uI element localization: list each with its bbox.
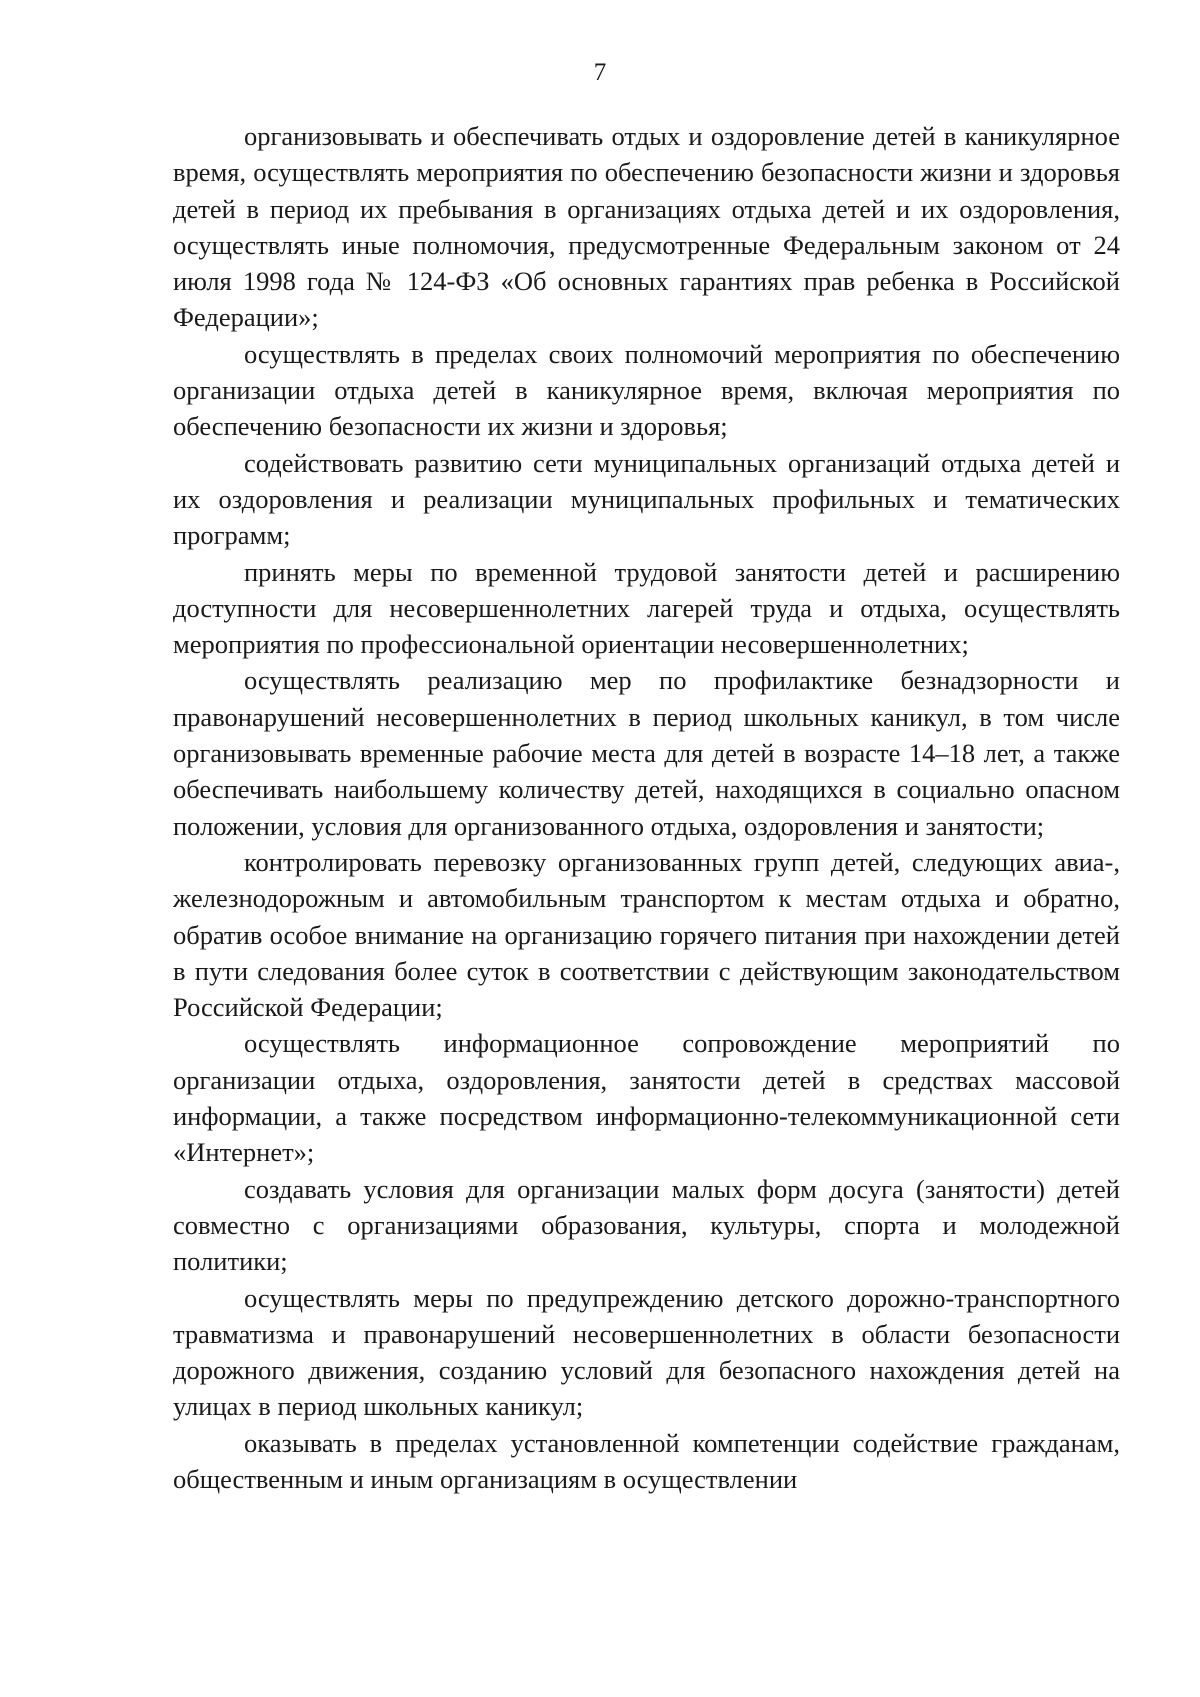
paragraph: осуществлять информационное сопровождение мероприятий по организации отдыха, оздоровления, занятости детей в средствах массовой информации, а также посредством информационно-телекоммуникационной сети «Интернет»; [173,1028,1120,1168]
paragraph: организовывать и обеспечивать отдых и оздоровление детей в каникулярное время, осуществлять мероприятия по обеспечению безопасности жизни и здоровья детей в период их пребывания в организациях отдыха детей и их оздоровления, осуществлять иные полномочия, предусмотренные Федеральным законом от 24 июля 1998 года № 124-ФЗ «Об основных гарантиях прав ребенка в Российской Федерации»; [173,121,1120,333]
paragraph: оказывать в пределах установленной компетенции содействие гражданам, общественным и иным организациям в осуществлении [173,1427,1120,1494]
paragraph: осуществлять в пределах своих полномочий мероприятия по обеспечению организации отдыха детей в каникулярное время, включая мероприятия по обеспечению безопасности их жизни и здоровья; [173,338,1120,442]
paragraph: создавать условия для организации малых форм досуга (занятости) детей совместно с организациями образования, культуры, спорта и молодежной политики; [173,1173,1120,1277]
paragraph: контролировать перевозку организованных групп детей, следующих авиа-, железнодорожным и автомобильным транспортом к местам отдыха и обратно, обратив особое внимание на организацию горячего питания при нахождении детей в пути следования более суток в соответствии с действующим законодательством Российской Федерации; [173,846,1120,1023]
paragraph: осуществлять меры по предупреждению детского дорожно-транспортного травматизма и правонарушений несовершеннолетних в области безопасности дорожного движения, созданию условий для безопасного нахождения детей на улицах в период школьных каникул; [173,1282,1120,1422]
page-number: 7 [593,59,607,86]
body-text [173,118,1120,1497]
paragraph: осуществлять реализацию мер по профилактике безнадзорности и правонарушений несовершеннолетних в период школьных каникул, в том числе организовывать временные рабочие места для детей в возрасте 14–18 лет, а также обеспечивать наибольшему количеству детей, находящихся в социально опасном положении, условия для организованного отдыха, оздоровления и занятости; [173,665,1120,841]
paragraph: принять меры по временной трудовой занятости детей и расширению доступности для несовершеннолетних лагерей труда и отдыха, осуществлять мероприятия по профессиональной ориентации несовершеннолетних; [173,556,1120,660]
paragraph: содействовать развитию сети муниципальных организаций отдыха детей и их оздоровления и реализации муниципальных профильных и тематических программ; [173,447,1120,551]
